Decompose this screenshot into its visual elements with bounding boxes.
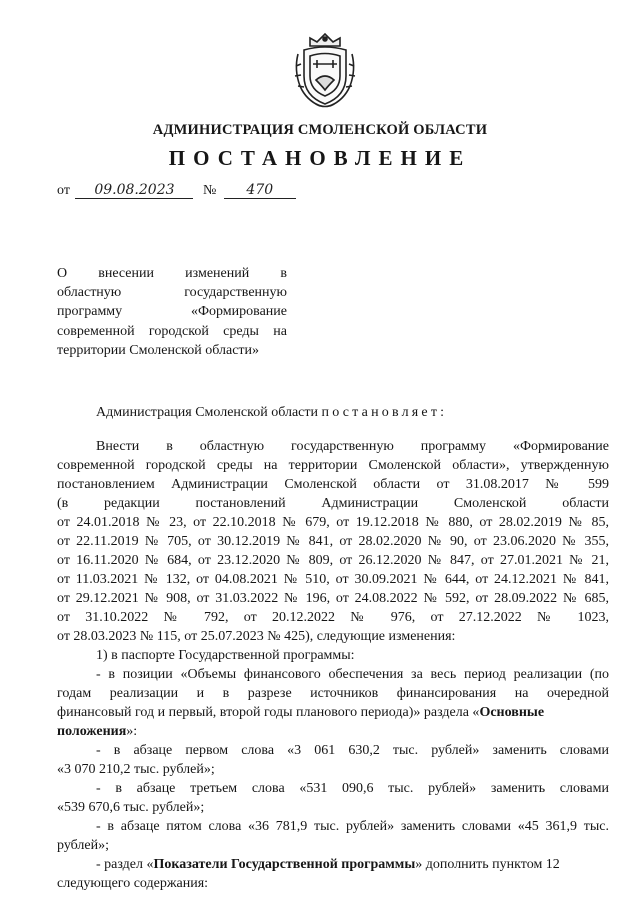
body-line: 1) в паспорте Государственной программы: bbox=[96, 648, 355, 663]
body-line: » дополнить пунктом 12 bbox=[415, 857, 560, 872]
subject-line: О внесении изменений в bbox=[57, 266, 287, 281]
preamble-text: Администрация Смоленской области bbox=[96, 405, 319, 420]
body-line: постановлением Администрации Смоленской области от 31.08.2017 № 599 bbox=[57, 477, 609, 492]
body-line: - в абзаце третьем слова «531 090,6 тыс. рублей» заменить словами bbox=[96, 781, 609, 796]
date-number-line bbox=[57, 182, 296, 199]
body-line: от 31.10.2022 № 792, от 20.12.2022 № 976, от 27.12.2022 № 1023, bbox=[57, 610, 609, 625]
document-subject bbox=[57, 264, 287, 360]
bold-section-name: Показатели Государственной программы bbox=[153, 857, 416, 872]
coat-of-arms-emblem bbox=[290, 30, 360, 110]
body-line: следующего содержания: bbox=[57, 876, 209, 891]
body-line: - в абзаце пятом слова «36 781,9 тыс. рублей» заменить словами «45 361,9 тыс. bbox=[96, 819, 609, 834]
body-line: - в позиции «Объемы финансового обеспечения за весь период реализации (по bbox=[96, 667, 609, 682]
number-prefix: № bbox=[202, 183, 217, 198]
body-line: от 24.01.2018 № 23, от 22.10.2018 № 679, от 19.12.2018 № 880, от 28.02.2019 № 85, bbox=[57, 515, 609, 530]
subject-line: программу «Формирование bbox=[57, 304, 287, 320]
body-line: - раздел « bbox=[96, 857, 154, 872]
body-line: финансовый год и первый, второй годы планового периода)» раздела « bbox=[57, 705, 480, 720]
body-line: (в редакции постановлений Администрации Смоленской области bbox=[57, 496, 609, 511]
date-prefix: от bbox=[57, 183, 70, 198]
body-line: годам реализации и в разрезе источников финансирования на очередной bbox=[57, 686, 609, 701]
body-line: от 11.03.2021 № 132, от 04.08.2021 № 510, от 30.09.2021 № 644, от 24.12.2021 № 841, bbox=[57, 572, 609, 587]
body-line: - в абзаце первом слова «3 061 630,2 тыс. рублей» заменить словами bbox=[96, 743, 609, 758]
handwritten-date: 09.08.2023 bbox=[75, 182, 193, 199]
handwritten-number: 470 bbox=[224, 182, 296, 199]
body-line: современной городской среды на территории Смоленской области», утвержденную bbox=[57, 458, 609, 473]
body-line-with-bold bbox=[57, 724, 137, 740]
bold-section-name: положения bbox=[57, 724, 127, 739]
body-line: »: bbox=[126, 724, 138, 739]
body-line: от 22.11.2019 № 705, от 30.12.2019 № 841, от 28.02.2020 № 90, от 23.06.2020 № 355, bbox=[57, 534, 609, 549]
preamble-verb: постановляет: bbox=[321, 405, 448, 420]
organization-name: АДМИНИСТРАЦИЯ СМОЛЕНСКОЙ ОБЛАСТИ bbox=[152, 122, 488, 138]
subject-line: территории Смоленской области» bbox=[57, 342, 260, 358]
body-line: «539 670,6 тыс. рублей»; bbox=[57, 800, 205, 815]
body-line: от 28.03.2023 № 115, от 25.07.2023 № 425), следующие изменения: bbox=[57, 629, 456, 644]
body-line: рублей»; bbox=[57, 838, 109, 853]
body-line: Внести в областную государственную программу «Формирование bbox=[96, 439, 609, 454]
subject-line: областную государственную bbox=[57, 285, 287, 301]
subject-line: современной городской среды на bbox=[57, 323, 287, 339]
body-line-with-bold bbox=[96, 857, 560, 873]
body-line: от 29.12.2021 № 908, от 31.03.2022 № 196, от 24.08.2022 № 592, от 28.09.2022 № 685, bbox=[57, 591, 609, 606]
preamble bbox=[96, 405, 447, 421]
document-type-title: ПОСТАНОВЛЕНИЕ bbox=[168, 146, 472, 170]
body-line-with-bold bbox=[57, 705, 544, 721]
bold-section-name: Основные bbox=[479, 705, 545, 720]
body-line: «3 070 210,2 тыс. рублей»; bbox=[57, 762, 215, 777]
body-line: от 16.11.2020 № 684, от 23.12.2020 № 809, от 26.12.2020 № 847, от 27.01.2021 № 21, bbox=[57, 553, 609, 568]
